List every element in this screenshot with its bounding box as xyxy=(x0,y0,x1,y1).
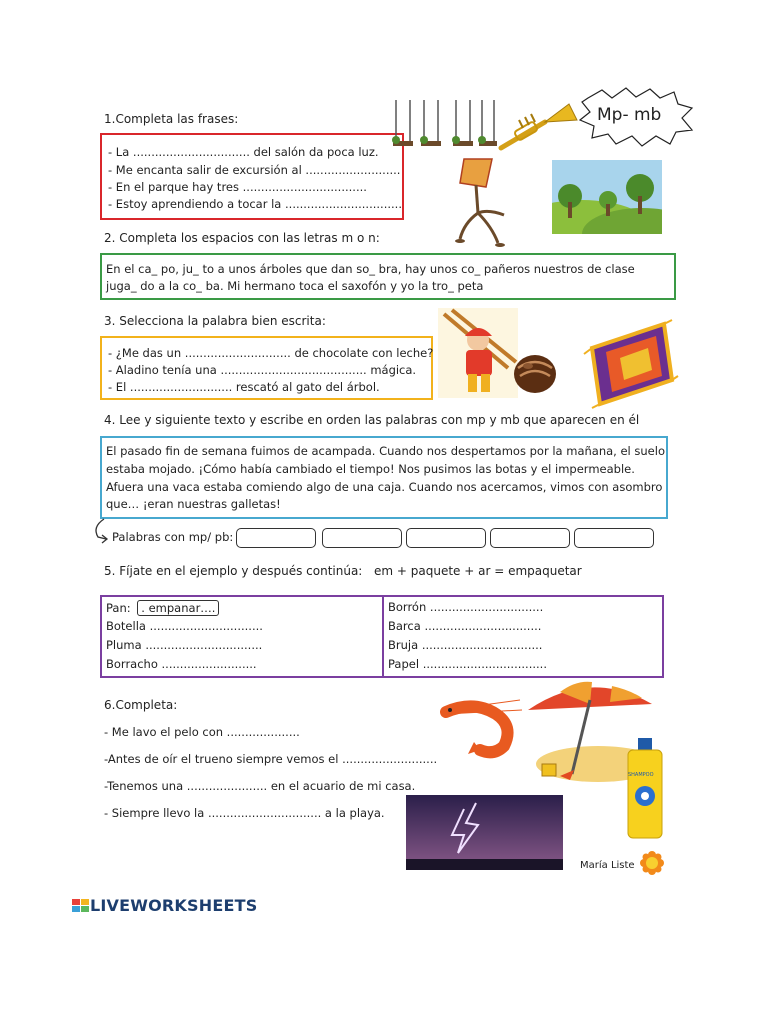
table-row xyxy=(388,657,547,671)
s2-line-1: En el ca_ po, ju_ to a unos árboles que dan so_ bra, hay unos co_ pañeros nuestros de clase xyxy=(106,262,635,276)
section5-title: 5. Fíjate en el ejemplo y después continúa: xyxy=(104,564,363,578)
word-pan: Pan: xyxy=(106,601,131,615)
s2-line-2: juga_ do a la co_ ba. Mi hermano toca el saxofón y yo la tro_ peta xyxy=(106,279,484,293)
answer-blank[interactable]: ................................ xyxy=(145,638,263,652)
s1-line-4: - Estoy aprendiendo a tocar la ................................ xyxy=(108,197,402,211)
table-row xyxy=(388,638,542,652)
s4-line-3: Afuera una vaca estaba comiendo algo de una caja. Cuando nos acercamos, vimos con asombro xyxy=(106,480,663,494)
brand-name: LIVEWORKSHEETS xyxy=(90,896,258,915)
section6-title: 6.Completa: xyxy=(104,698,178,712)
table-row xyxy=(388,600,543,614)
answer-box-5[interactable] xyxy=(574,528,654,548)
swings-image xyxy=(390,98,500,153)
liveworksheets-logo-icon xyxy=(72,899,90,913)
section5-example: em + paquete + ar = empaquetar xyxy=(374,564,582,578)
s6-line-2: -Antes de oír el trueno siempre vemos el .......................... xyxy=(104,752,438,766)
word-papel: Papel xyxy=(388,657,420,671)
shampoo-bottle-image xyxy=(624,738,666,840)
shrimp-image xyxy=(434,696,524,760)
chocolate-image xyxy=(512,348,558,396)
answer-blank[interactable]: ............................... xyxy=(429,600,544,614)
curved-arrow-icon xyxy=(90,517,114,547)
s3-line-1: - ¿Me das un ............................. de chocolate con leche? xyxy=(108,346,434,360)
s4-line-1: El pasado fin de semana fuimos de acampada. Cuando nos despertamos por la mañana, el suelo xyxy=(106,444,665,458)
bubble-text: Mp- mb xyxy=(597,105,662,125)
s6-line-4: - Siempre llevo la ............................... a la playa. xyxy=(104,806,385,820)
answer-blank[interactable]: ................................ xyxy=(424,619,542,633)
s4-line-4: que… ¡eran nuestras galletas! xyxy=(106,497,281,511)
answer-blank[interactable]: ................................. xyxy=(421,638,543,652)
s6-line-3: -Tenemos una ...................... en el acuario de mi casa. xyxy=(104,779,416,793)
table-row xyxy=(106,638,262,652)
lamp-image xyxy=(448,153,520,251)
table-divider xyxy=(382,597,384,676)
magic-carpet-image xyxy=(572,318,680,410)
word-botella: Botella xyxy=(106,619,146,633)
section5-table xyxy=(100,595,664,678)
s3-line-3: - El ............................ rescató al gato del árbol. xyxy=(108,380,380,394)
park-image xyxy=(552,160,662,234)
s4-line-2: estaba mojado. ¡Cómo había cambiado el tiempo! Nos pusimos las botas y el impermeable. xyxy=(106,462,635,476)
section4-title: 4. Lee y siguiente texto y escribe en orden las palabras con mp y mb que aparecen en él xyxy=(104,413,640,427)
section2-box xyxy=(100,253,676,300)
example-answer: . empanar…. xyxy=(137,600,219,616)
table-row xyxy=(106,657,257,671)
answers-label: Palabras con mp/ pb: xyxy=(112,530,234,544)
word-bruja: Bruja xyxy=(388,638,419,652)
word-borron: Borrón xyxy=(388,600,427,614)
trumpet-image xyxy=(497,98,579,156)
section1-box xyxy=(100,133,404,220)
answer-box-4[interactable] xyxy=(490,528,570,548)
s1-line-3: - En el parque hay tres .................................. xyxy=(108,180,367,194)
answer-blank[interactable]: ............................... xyxy=(149,619,263,633)
author-name: María Liste xyxy=(580,860,635,871)
section1-title: 1.Completa las frases: xyxy=(104,112,239,126)
answer-box-1[interactable] xyxy=(236,528,316,548)
section3-box xyxy=(100,336,433,400)
table-row xyxy=(106,600,219,616)
section3-title: 3. Selecciona la palabra bien escrita: xyxy=(104,314,326,328)
word-barca: Barca xyxy=(388,619,421,633)
s1-line-2: - Me encanta salir de excursión al .......................... xyxy=(108,163,401,177)
flower-icon xyxy=(640,851,664,875)
shampoo-label: SHAMPOO xyxy=(628,772,654,778)
answer-blank[interactable]: .................................. xyxy=(422,657,547,671)
answer-blank[interactable]: .......................... xyxy=(161,657,257,671)
word-borracho: Borracho xyxy=(106,657,158,671)
table-row xyxy=(388,619,541,633)
answer-box-3[interactable] xyxy=(406,528,486,548)
fireman-image xyxy=(438,308,518,398)
section2-title: 2. Completa los espacios con las letras m o n: xyxy=(104,231,380,245)
s6-line-1: - Me lavo el pelo con .................... xyxy=(104,725,300,739)
s3-line-2: - Aladino tenía una ........................................ mágica. xyxy=(108,363,417,377)
word-pluma: Pluma xyxy=(106,638,142,652)
lightning-image xyxy=(406,795,563,870)
section4-box xyxy=(100,436,668,519)
s1-line-1: - La ................................ del salón da poca luz. xyxy=(108,145,379,159)
table-row xyxy=(106,619,263,633)
answer-box-2[interactable] xyxy=(322,528,402,548)
